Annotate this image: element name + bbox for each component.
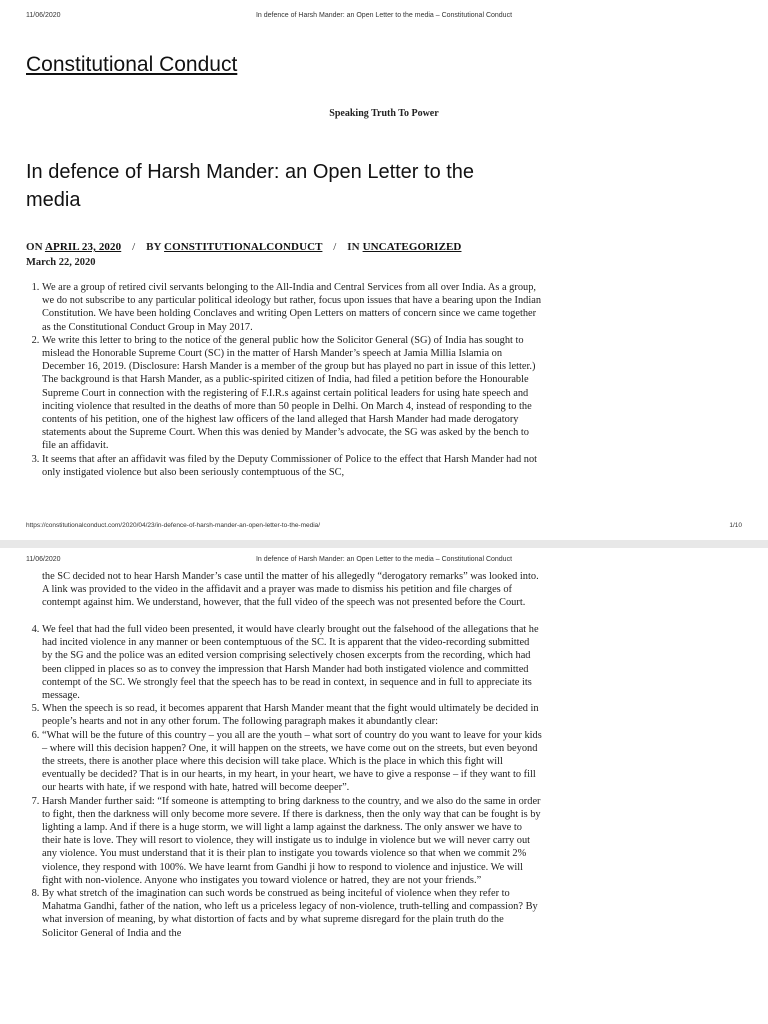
print-page-title: In defence of Harsh Mander: an Open Letter to the media – Constitutional Conduct — [255, 12, 513, 19]
post-meta — [26, 241, 461, 253]
meta-separator: / — [132, 241, 136, 253]
print-page-title: In defence of Harsh Mander: an Open Letter to the media – Constitutional Conduct — [255, 556, 513, 563]
letter-body-page1 — [26, 281, 542, 513]
print-header — [0, 12, 768, 24]
print-date: 11/06/2020 — [26, 12, 61, 19]
list-item: 4. We feel that had the full video been presented, it would have clearly brought out the falsehood of the allegations that he had incited violence in any manner or been contemptuous of the SC. It is apparent that the video-recording submitted by the SG and the police was an edited version comprising selectively chosen excerpts from the recording, which had been clipped in places so as to convey the impression that Harsh Mander had both instigated violence and committed contempt of the SC. We strongly feel that the speech has to be read in context, in sequence and in full to appreciate its message. — [42, 623, 542, 702]
print-page-number: 1/10 — [729, 522, 742, 529]
page-divider — [0, 540, 768, 548]
list-item: 2. We write this letter to bring to the notice of the general public how the Solicitor General (SG) of India has sought to mislead the Honorable Supreme Court (SC) in the matter of Harsh Mander’s speech at Jamia Millia Islamia on December 16, 2019. (Disclosure: Harsh Mander is a member of the group but has played no part in issue of this letter.) The background is that Harsh Mander, as a public-spirited citizen of India, had filed a petition before the Honourable Supreme Court in connection with the registering of F.I.R.s against certain political leaders for using hate speech and inciting violence that resulted in the deaths of more than 50 people in Delhi. On March 4, instead of responding to the contents of his petition, one of the highest law officers of the land alleged that Harsh Mander had made derogatory statements about the Supreme Court. When this was denied by Mander’s advocate, the SG was asked by the bench to file an affidavit. — [42, 334, 542, 453]
author-link[interactable]: CONSTITUTIONALCONDUCT — [164, 241, 323, 253]
meta-separator: / — [333, 241, 337, 253]
post-title: In defence of Harsh Mander: an Open Letter to the media — [26, 161, 475, 211]
meta-by-label: BY — [146, 241, 162, 253]
list-item: 7. Harsh Mander further said: “If someone is attempting to bring darkness to the country, and we also do the same in order to fight, then the darkness will only become more severe. If there is darkness, then the only way that can be fought is by lighting a lamp. And if there is a huge storm, we will light a lamp against the darkness. The only answer we have to their hate is love. They will resort to violence, they will instigate us to indulge in violence but we will never carry out any violence. You must understand that it is their plan to instigate you towards violence so that when we commit 2% violence, they respond with 100%. We have learnt from Gandhi ji how to respond to violence and injustice. We will fight with non-violence. Anyone who instigates you toward violence or hatred, they are not your friends.” — [42, 795, 542, 887]
site-title-link[interactable]: Constitutional Conduct — [26, 53, 238, 76]
list-item: 8. By what stretch of the imagination can such words be construed as being inciteful of violence when they refer to Mahatma Gandhi, father of the nation, who left us a priceless legacy of non-violence, truth-telling and compassion? By what inversion of meaning, by what distortion of facts and by what supreme disregard for the plain truth do the Solicitor General of India and the — [42, 887, 542, 940]
list-item: 3. It seems that after an affidavit was filed by the Deputy Commissioner of Police to the effect that Harsh Mander had not only instigated violence but also been seriously contemptuous of the SC, — [42, 453, 542, 479]
post-date-link[interactable]: APRIL 23, 2020 — [44, 241, 122, 253]
letter-body-page2 — [26, 623, 542, 940]
print-header — [0, 556, 768, 568]
print-date: 11/06/2020 — [26, 556, 61, 563]
list-item: 6. “What will be the future of this country – you all are the youth – what sort of country do you want to leave for your kids – where will this decision happen? One, it will happen on the streets, we have come out on the streets, but even beyond the streets, there is another place where this decision will take place. Which is the place in which this fight will eventually be decided? That is in our hearts, in my heart, in your heart, we have to give a response – if they want to fill our hearts with hate, if we respond with hate, hatred will become deeper”. — [42, 729, 542, 795]
list-item: 5. When the speech is so read, it becomes apparent that Harsh Mander meant that the fight would ultimately be decided in people’s hearts and not in any other forum. The following paragraph makes it abundantly clear: — [42, 702, 542, 728]
print-url: https://constitutionalconduct.com/2020/04/23/in-defence-of-harsh-mander-an-open-letter-to-the-media/ — [26, 522, 321, 529]
list-item: 1. We are a group of retired civil servants belonging to the All-India and Central Services from all over India. As a group, we do not subscribe to any particular political ideology but rather, focus upon issues that have a bearing upon the Indian Constitution. We have been holding Conclaves and writing Open Letters on matters of concern since we came together as the Constitutional Conduct Group in May 2017. — [42, 281, 542, 334]
letter-date: March 22, 2020 — [26, 257, 96, 268]
meta-on-label: ON — [26, 241, 43, 253]
category-link[interactable]: UNCATEGORIZED — [362, 241, 462, 253]
meta-in-label: IN — [347, 241, 360, 253]
print-page-2 — [0, 548, 768, 1024]
continued-paragraph: the SC decided not to hear Harsh Mander’s case until the matter of his allegedly “derogatory remarks” was looked into. A link was provided to the video in the affidavit and a prayer was made to dismiss his petition and file charges of contempt against him. We understand, however, that the full video of the speech was not presented before the Court. — [42, 571, 539, 609]
site-tagline: Speaking Truth To Power — [329, 108, 439, 119]
